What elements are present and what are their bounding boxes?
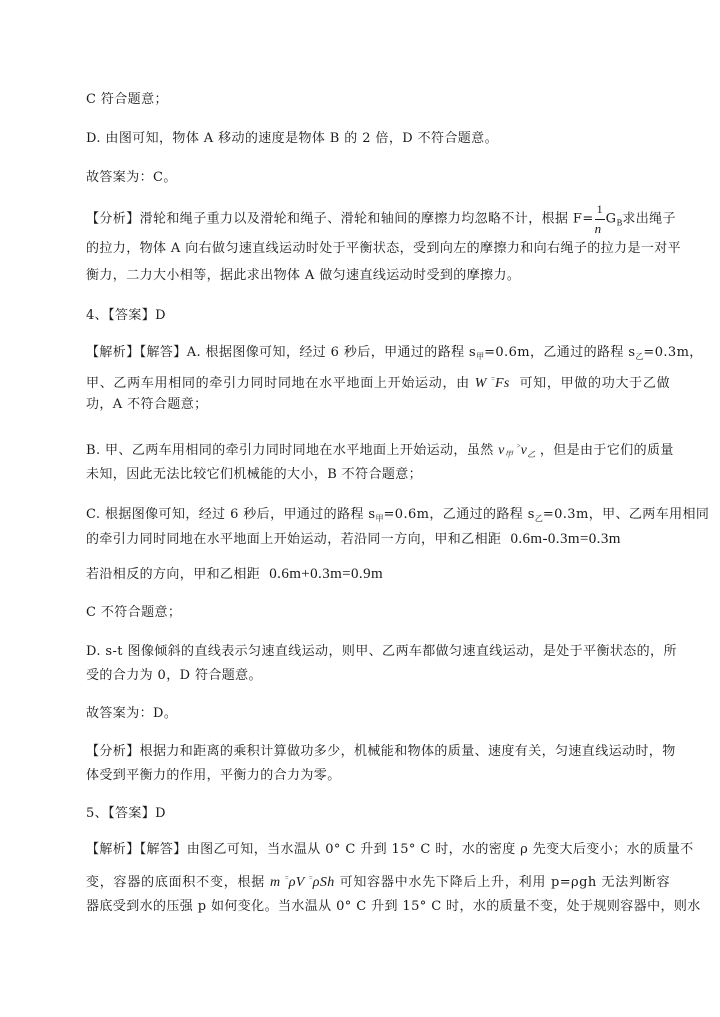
text-line: 【分析】根据力和距离的乘积计算做功多少，机械能和物体的质量、速度有关，匀速直线运动时，物: [86, 744, 676, 759]
formula-mass-density: m =ρV =ρSh: [269, 874, 335, 890]
text-line: 故答案为：C。: [86, 170, 177, 185]
text-line: 【解析】【解答】A. 根据图像可知，经过 6 秒后，甲通过的路程 $s_甲=0.6m$，乙通过的路程 $s_乙=0.3m$，: [86, 345, 703, 361]
fraction-formula: $\frac{1}{n}$: [594, 202, 604, 236]
text-line: 的牵引力同时同地在水平地面上开始运动，若沿同一方向，甲和乙相距 0.6m-0.3m=0.3m: [86, 531, 621, 547]
text-line: C 不符合题意；: [86, 605, 182, 620]
answer-heading: 4、【答案】D: [86, 308, 166, 323]
text-line: 【解析】【解答】由图乙可知，当水温从 0° C 升到 15° C 时，水的密度 ρ 先变大后变小；水的质量不: [86, 842, 694, 857]
formula-w-fs: W =Fs: [474, 375, 510, 391]
text-line: 器底受到水的压强 p 如何变化。当水温从 0° C 升到 15° C 时，水的质量不变，处于规则容器中，则水: [86, 899, 701, 914]
text-line: 变，容器的底面积不变，根据 m =ρV =ρSh 可知容器中水先下降后上升，利用 p=ρgh 无法判断容: [86, 874, 670, 890]
formula-distance-opposite: 0.6m+0.3m=0.9m: [269, 566, 384, 582]
text-line: 体受到平衡力的作用，平衡力的合力为零。: [86, 768, 341, 783]
text-line: D. s-t 图像倾斜的直线表示匀速直线运动，则甲、乙两车都做匀速直线运动，是处于平衡状态的，所: [86, 644, 677, 659]
text-line: 未知，因此无法比较它们机械能的大小，B 不符合题意；: [86, 467, 423, 482]
text-line: 功，A 不符合题意；: [86, 397, 208, 412]
text-line: 甲、乙两车用相同的牵引力同时同地在水平地面上开始运动，由 W =Fs 可知，甲做的功大于乙做: [86, 375, 670, 391]
text-line: B. 甲、乙两车用相同的牵引力同时同地在水平地面上开始运动，虽然 $v_甲$ $^>v_乙$ ，但是由于它们的质量: [86, 442, 674, 459]
analysis-line-with-formula: 【分析】滑轮和绳子重力以及滑轮和绳子、滑轮和轴间的摩擦力均忽略不计，根据 F= $\frac{1}{n}$ $G_B$求出绳子: [86, 202, 676, 236]
answer-heading: 5、【答案】D: [86, 806, 166, 821]
text-line: 故答案为：D。: [86, 706, 178, 721]
text-line: C. 根据图像可知，经过 6 秒后，甲通过的路程 $s_甲=0.6m$，乙通过的路程 $s_乙=0.3m$，甲、乙两车用相同: [86, 507, 710, 523]
text-line: 受的合力为 0，D 符合题意。: [86, 668, 262, 683]
formula-distance-same: 0.6m-0.3m=0.3m: [510, 531, 621, 547]
text-line: C 符合题意；: [86, 92, 168, 107]
text-line: 的拉力，物体 A 向右做匀速直线运动时处于平衡状态，受到向左的摩擦力和向右绳子的拉力是一对平: [86, 241, 682, 256]
formula-velocity: $v_甲$ $^>v_乙$: [498, 442, 536, 459]
text-line: 衡力，二力大小相等，据此求出物体 A 做匀速直线运动时受到的摩擦力。: [86, 268, 521, 283]
text-line: 若沿相反的方向，甲和乙相距 0.6m+0.3m=0.9m: [86, 566, 384, 582]
text-line: D. 由图可知，物体 A 移动的速度是物体 B 的 2 倍，D 不符合题意。: [86, 131, 498, 146]
